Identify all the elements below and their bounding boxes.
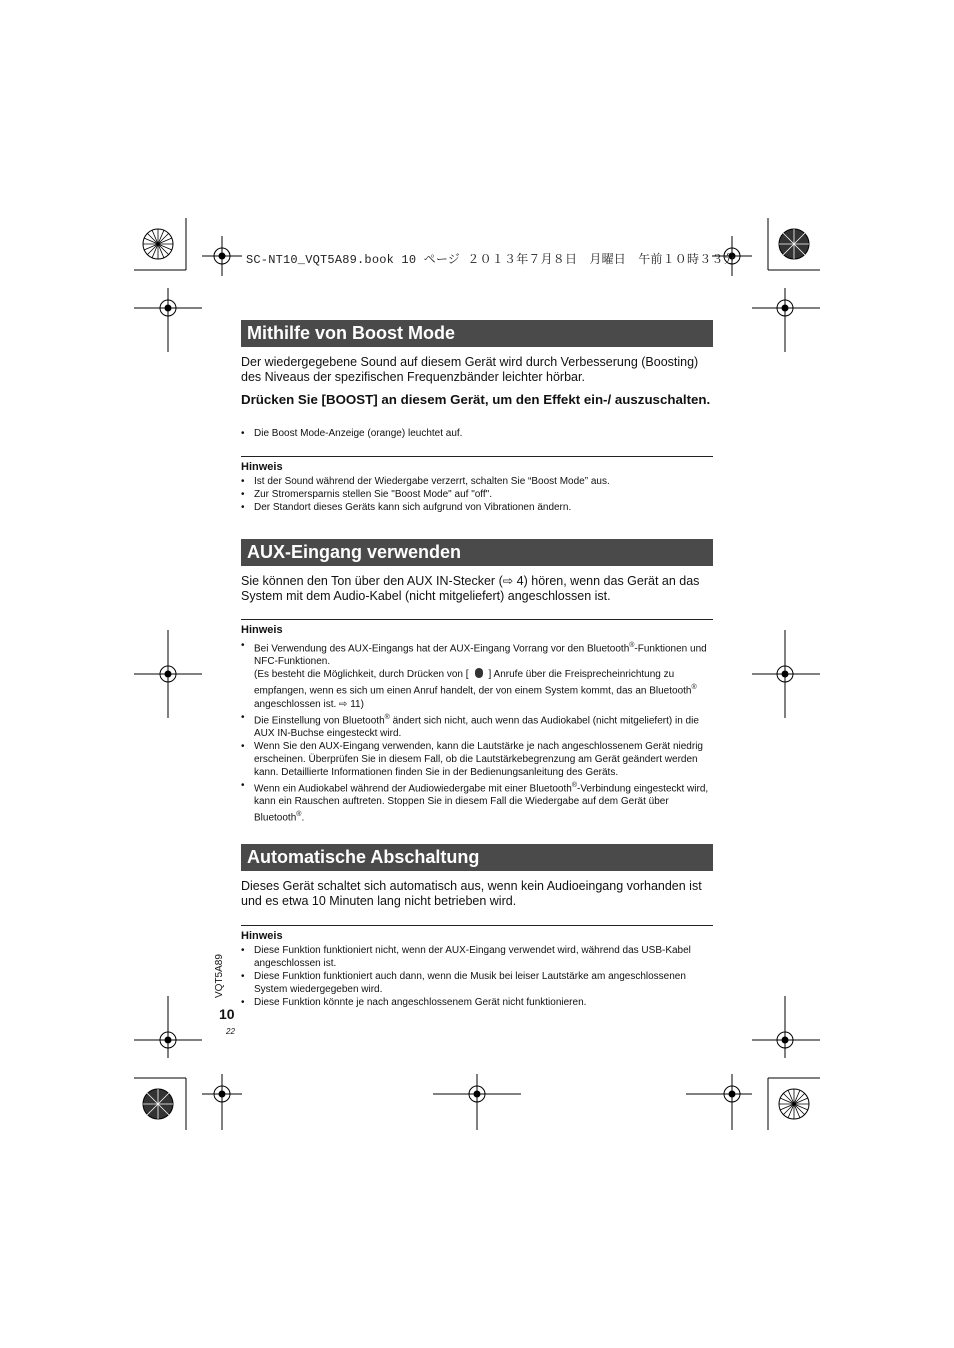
section-intro-aux: Sie können den Ton über den AUX IN-Stecker (⇨ 4) hören, wenn das Gerät an das System mit dem Audio-Kabel (nicht mitgeliefert) angeschlossen ist. [241, 574, 700, 603]
starburst-mark [779, 229, 809, 259]
list-item: • Der Standort dieses Geräts kann sich aufgrund von Vibrationen ändern. [241, 501, 713, 514]
starburst-mark [779, 1089, 809, 1119]
list-item: • Die Einstellung von Bluetooth® ändert sich nicht, auch wenn das Audiokabel (nicht mitgeliefert) in die AUX IN-Buchse eingesteckt wird. [241, 711, 713, 740]
bluetooth-button-icon [475, 668, 483, 678]
notes-list-aux [241, 639, 713, 825]
note-heading: Hinweis [241, 930, 283, 942]
instruction-bullets [241, 427, 713, 440]
instruction-boost: Drücken Sie [BOOST] an diesem Gerät, um den Effekt ein-/ auszuschalten. [241, 392, 711, 407]
section-title-boost-mode: Mithilfe von Boost Mode [241, 320, 713, 347]
list-item: • Diese Funktion könnte je nach angeschlossenem Gerät nicht funktionieren. [241, 996, 713, 1009]
list-item: • Ist der Sound während der Wiedergabe verzerrt, schalten Sie “Boost Mode” aus. [241, 475, 713, 488]
divider [241, 456, 713, 457]
starburst-mark [143, 1089, 173, 1119]
note-heading: Hinweis [241, 461, 283, 473]
note-heading: Hinweis [241, 624, 283, 636]
notes-list-boost [241, 475, 713, 514]
list-item: • Wenn Sie den AUX-Eingang verwenden, kann die Lautstärke je nach angeschlossenem Gerät niedrig erscheinen. Überprüfen Sie in diesem Fall, ob die Lautstärkebegrenzung am Gerät geändert werden kann. Detaillierte Informationen finden Sie in der Bedienungsanleitung des Geräts. [241, 740, 713, 779]
list-item: • Bei Verwendung des AUX-Eingangs hat der AUX-Eingang Vorrang vor den Bluetooth®-Funktionen und NFC-Funktionen. (Es besteht die Möglichkeit, durch Drücken von [ ] Anrufe über die Freisprecheinrichtung zu empfangen, wenn es sich um einen Anruf handelt, der von einem System kommt, das an Bluetooth® angeschlossen ist. ⇨ 11) [241, 639, 713, 711]
starburst-mark [143, 229, 173, 259]
print-header: SC-NT10_VQT5A89.book 10 ページ ２０１３年７月８日 月曜日 午前１０時３３分 [246, 253, 736, 267]
list-item: • Zur Stromersparnis stellen Sie "Boost Mode" auf "off". [241, 488, 713, 501]
list-item: • Die Boost Mode-Anzeige (orange) leuchtet auf. [241, 427, 713, 440]
page-subnumber: 22 [226, 1027, 235, 1036]
list-item: • Wenn ein Audiokabel während der Audiowiedergabe mit einer Bluetooth®-Verbindung eingesteckt wird, kann ein Rauschen auftreten. Stoppen Sie in diesem Fall die Wiedergabe auf dem Gerät über Bluetooth®. [241, 779, 713, 825]
section-intro-auto-off: Dieses Gerät schaltet sich automatisch aus, wenn kein Audioeingang vorhanden ist und es etwa 10 Minuten lang nicht betrieben wird. [241, 879, 702, 908]
divider [241, 619, 713, 620]
section-intro-boost: Der wiedergegebene Sound auf diesem Gerät wird durch Verbesserung (Boosting) des Niveaus der spezifischen Frequenzbänder leichter hörbar. [241, 355, 699, 384]
section-title-auto-off: Automatische Abschaltung [241, 844, 713, 871]
section-title-aux: AUX-Eingang verwenden [241, 539, 713, 566]
document-code: VQT5A89 [214, 954, 225, 998]
list-item: • Diese Funktion funktioniert nicht, wenn der AUX-Eingang verwendet wird, während das USB-Kabel angeschlossen ist. [241, 944, 713, 970]
divider [241, 925, 713, 926]
list-item: • Diese Funktion funktioniert auch dann, wenn die Musik bei leiser Lautstärke am angeschlossenen System wiedergegeben wird. [241, 970, 713, 996]
page-number: 10 [219, 1006, 235, 1022]
notes-list-auto-off [241, 944, 713, 1009]
